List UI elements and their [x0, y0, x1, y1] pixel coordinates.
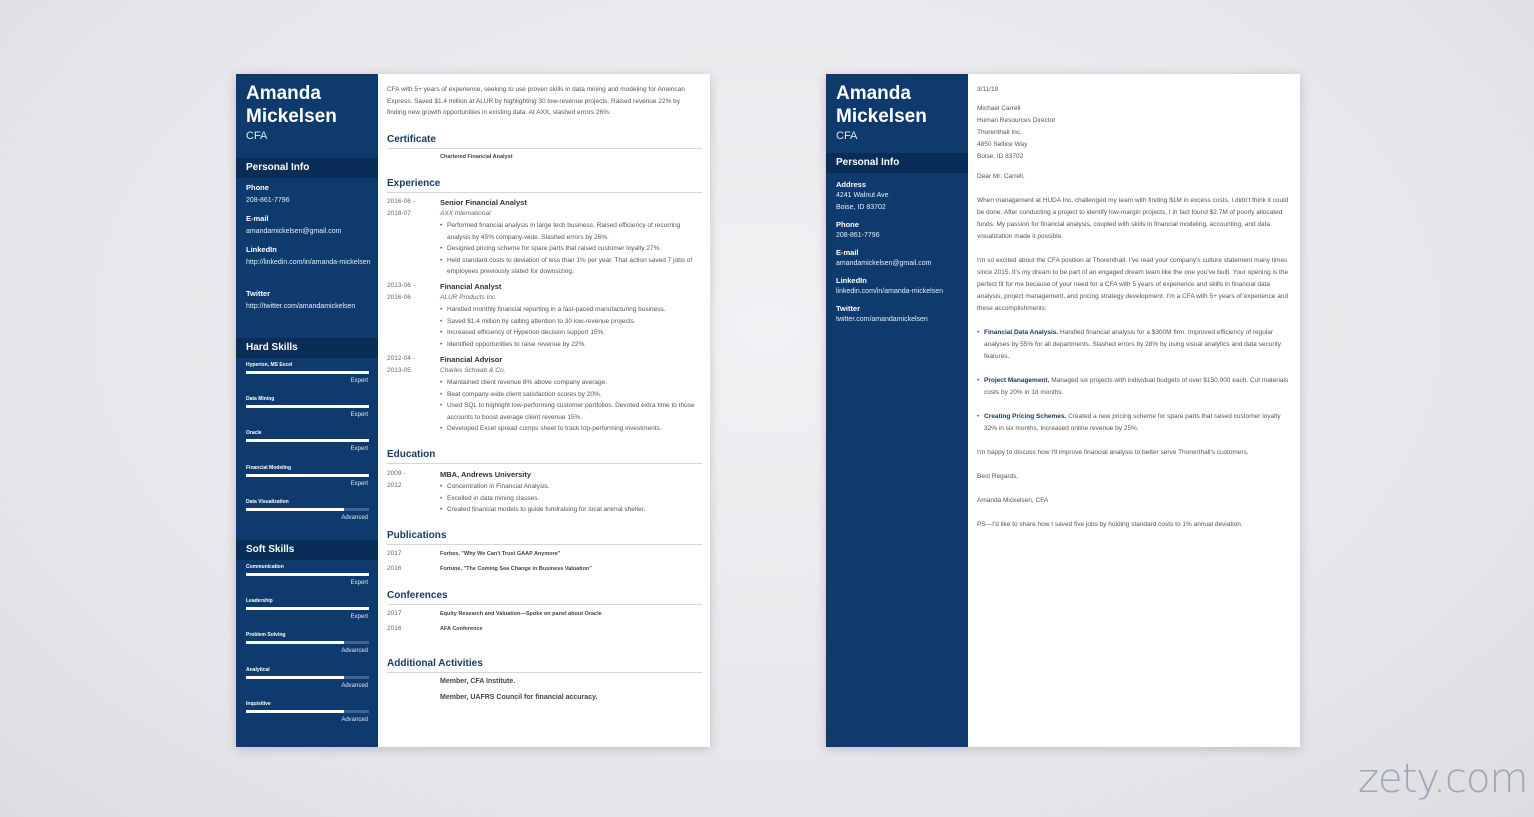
job-role: Senior Financial Analyst	[440, 198, 527, 207]
education-heading: Education	[387, 449, 436, 460]
skill-name: Leadership	[246, 598, 273, 605]
letter-email-label: E-mail	[836, 248, 859, 257]
letter-paragraph: When management at HUDA Inc. challenged my team with finding $1M in excess costs, I didn't think it could be done. After conducting a project to identify low-margin projects, I in fact found $2.7M of poorly allocated funds. My passion for financial analysis, coupled with skills in financial modeling, accounting, and data visualization made it possible.	[977, 197, 1289, 240]
job-company: ALUR Products Inc.	[440, 294, 498, 301]
job-company: Charles Schwab & Co.	[440, 367, 506, 374]
divider	[387, 672, 702, 673]
letter-date: 3/11/19	[977, 86, 999, 93]
letter-linkedin-label: LinkedIn	[836, 276, 867, 285]
list-item: • Beat company-wide client satisfaction scores by 20%.	[440, 389, 698, 401]
skill-level-fill	[246, 508, 344, 511]
bullet-bold: Project Management.	[984, 377, 1050, 384]
job-date-start: 2013-06 -	[387, 282, 415, 289]
bullet-text: Created a new pricing scheme for spare parts that raised customer loyalty 32% in six months. Increased online revenue by 25%.	[984, 413, 1281, 432]
skill-level-bar	[246, 371, 369, 374]
skill-level-bar	[246, 573, 369, 576]
certificate-heading: Certificate	[387, 134, 436, 145]
skill-name: Hyperion, MS Excel	[246, 362, 293, 368]
list-item: • Increased efficiency of Hyperion decision support 15%.	[440, 327, 698, 339]
skill-level-bar	[246, 710, 369, 713]
letter-phone-value: 208-861-7796	[836, 232, 880, 239]
skill-name: Oracle	[246, 430, 262, 437]
skill-name: Communication	[246, 564, 284, 570]
divider	[387, 544, 702, 545]
divider	[387, 148, 702, 149]
skill-name: Problem Solving	[246, 632, 286, 639]
skill-name: Data Visualization	[246, 498, 289, 505]
list-item: • Used SQL to highlight low-performing customer portfolios. Devoted extra time to those accounts to boost average client revenue 15%.	[440, 400, 698, 423]
resume-summary: CFA with 5+ years of experience, seeking to use proven skills in data mining and modeling for American Express. Saved $1.4 million at ALUR by highlighting 30 low-revenue projects. Raised revenue 22% by finding new growth opportunities in existing data. At AXX, slashed errors 26%.	[387, 86, 685, 117]
hard-skills-heading: Hard Skills	[236, 338, 378, 358]
job-role: Financial Advisor	[440, 355, 503, 364]
resume-sidebar	[236, 74, 378, 747]
linkedin-value: http://linkedin.com/in/amanda-mickelsen	[246, 259, 371, 266]
address-label: Address	[836, 180, 867, 189]
letter-last-name: Mickelsen	[836, 106, 927, 127]
skill-name: Data Mining	[246, 396, 275, 403]
skill-level-fill	[246, 405, 369, 408]
job-role: Financial Analyst	[440, 282, 502, 291]
skill-level-label: Expert	[350, 614, 368, 621]
job-date-start: 2012-04 -	[387, 355, 415, 362]
letter-paragraph: I'm happy to discuss how I'll improve financial analysis to better serve Thorenthall's customers.	[977, 449, 1249, 456]
skill-level-fill	[246, 607, 369, 610]
skill-level-bar	[246, 508, 369, 511]
divider	[387, 463, 702, 464]
resume-last-name: Mickelsen	[246, 106, 337, 127]
cover-letter-page	[826, 74, 1300, 747]
skill-name: Inquisitive	[246, 700, 271, 707]
skill-level-label: Advanced	[341, 514, 368, 521]
soft-skills-heading: Soft Skills	[236, 540, 378, 560]
letter-twitter-label: Twitter	[836, 304, 861, 313]
skill-level-bar	[246, 676, 369, 679]
letter-closing: Best Regards,	[977, 473, 1019, 480]
activity-item: Member, CFA Institute.	[440, 678, 516, 685]
letter-bullet	[977, 375, 1293, 399]
personal-info-heading: Personal Info	[236, 158, 378, 178]
letter-personal-info-heading: Personal Info	[826, 153, 968, 173]
phone-value: 208-861-7796	[246, 197, 290, 204]
address-line1: 4241 Walnut Ave	[836, 192, 889, 199]
activity-item: Member, UAFRS Council for financial accuracy.	[440, 694, 598, 701]
skill-level-label: Advanced	[341, 716, 368, 723]
linkedin-label: LinkedIn	[246, 245, 277, 254]
skill-level-fill	[246, 371, 369, 374]
job-date-end: 2016-06	[387, 294, 411, 301]
recipient-city: Boise, ID 83702	[977, 153, 1024, 160]
letter-sidebar	[826, 74, 968, 747]
twitter-value: http://twitter.com/amandamickelsen	[246, 303, 356, 310]
letter-twitter-value: twitter.com/amandamickelsen	[836, 316, 928, 323]
job-date-end: 2013-05	[387, 367, 411, 374]
conference-year: 2017	[387, 610, 402, 617]
list-item: • Excelled in data mining classes.	[440, 493, 698, 505]
recipient-title: Human Resources Director	[977, 117, 1056, 124]
activities-heading: Additional Activities	[387, 658, 483, 669]
twitter-label: Twitter	[246, 289, 271, 298]
publication-title: Forbes, "Why We Can't Trust GAAP Anymore"	[440, 551, 561, 557]
publication-year: 2017	[387, 550, 402, 557]
phone-label: Phone	[246, 183, 269, 192]
skill-level-bar	[246, 641, 369, 644]
list-item: • Held standard costs to deviation of less than 1% per year. That action saved 7 jobs of employees previously slated for downsizing.	[440, 255, 698, 278]
resume-first-name: Amanda	[246, 83, 321, 104]
skill-level-bar	[246, 439, 369, 442]
edu-degree: MBA, Andrews University	[440, 470, 531, 479]
resume-main	[378, 74, 710, 747]
skill-level-fill	[246, 710, 344, 713]
letter-name	[836, 82, 927, 128]
job-date-start: 2016-06 -	[387, 198, 415, 205]
recipient-company: Thorenthall Inc.	[977, 129, 1022, 136]
skill-level-bar	[246, 474, 369, 477]
skill-level-fill	[246, 474, 369, 477]
skill-level-label: Expert	[350, 580, 368, 586]
list-item: • Saved $1.4 million by calling attention to 30 low-revenue projects.	[440, 316, 698, 328]
publication-title: Fortune, "The Coming Sea Change in Business Valuation"	[440, 566, 592, 572]
edu-bullets	[440, 481, 698, 516]
list-item: • Created financial models to guide fundraising for local animal shelter.	[440, 504, 698, 516]
list-item: • Maintained client revenue 8% above company average.	[440, 377, 698, 389]
letter-title: CFA	[836, 130, 858, 142]
skill-name: Analytical	[246, 666, 270, 673]
skill-level-fill	[246, 573, 369, 576]
job-company: AXX International	[440, 210, 491, 217]
recipient-name: Michael Carrell	[977, 105, 1021, 112]
conferences-heading: Conferences	[387, 590, 448, 601]
divider	[387, 604, 702, 605]
list-item: • Identified opportunities to raise revenue by 22%.	[440, 339, 698, 351]
letter-greeting: Dear Mr. Carrell,	[977, 173, 1025, 180]
list-item: • Handled monthly financial reporting in a fast-paced manufacturing business.	[440, 304, 698, 316]
skill-name: Financial Modeling	[246, 464, 292, 471]
email-value: amandamickelsen@gmail.com	[246, 228, 342, 235]
resume-name	[246, 82, 337, 128]
certificate-item: Chartered Financial Analyst	[440, 154, 513, 160]
letter-ps: PS—I'd like to share how I saved five jobs by holding standard costs to 1% annual deviation.	[977, 521, 1243, 528]
job-date-end: 2018-07	[387, 210, 411, 217]
recipient-street: 4850 Seltice Way	[977, 141, 1028, 148]
letter-linkedin-value: linkedin.com/in/amanda-mickelsen	[836, 288, 943, 295]
letter-paragraph: I'm so excited about the CFA position at Thorenthall. I've read your company's culture statement many times since 2015. It's my dream to be part of an engaged dream team like the one you've built. Your opening is the perfect fit for me because of your need for a CFA with 5 years of experience and skills in financial data analysis, project management, and pricing strategy development. I'm a CFA with 5+ years of experience and these accomplishments:	[977, 257, 1289, 312]
publication-year: 2016	[387, 565, 402, 572]
skill-level-label: Advanced	[341, 648, 368, 655]
skill-level-fill	[246, 676, 344, 679]
letter-phone-label: Phone	[836, 220, 859, 229]
resume-title: CFA	[246, 130, 268, 142]
bullet-text: Managed six projects with individual budgets of over $150,000 each. Cut materials costs by 20% in 18 months.	[984, 377, 1289, 396]
list-item: • Developed Excel spread comps sheet to track top-performing investments.	[440, 423, 698, 435]
divider	[387, 192, 702, 193]
letter-bullet	[977, 327, 1293, 363]
list-item: • Performed financial analysis in large tech business. Raised efficiency of recurring analysis by 45% company-wide. Slashed errors by 26%.	[440, 220, 698, 243]
conference-year: 2016	[387, 625, 402, 632]
publications-heading: Publications	[387, 530, 447, 541]
letter-email-value: amandamickelsen@gmail.com	[836, 260, 932, 267]
resume-page	[236, 74, 710, 747]
skill-level-label: Expert	[350, 480, 368, 487]
experience-heading: Experience	[387, 178, 441, 189]
bullet-text: Handled financial analysis for a $300M firm. Improved efficiency of regular analyses by 55% for all departments. Slashed errors by 28% by using visual analytics and data security features.	[984, 329, 1281, 360]
skill-level-fill	[246, 641, 344, 644]
list-item: • Designed pricing scheme for spare parts that raised customer loyalty 27%.	[440, 243, 698, 255]
conference-title: AFA Conference	[440, 626, 483, 632]
skill-level-bar	[246, 607, 369, 610]
skill-level-fill	[246, 439, 369, 442]
job-bullets	[440, 220, 698, 278]
list-item: • Concentration in Financial Analysis.	[440, 481, 698, 493]
bullet-bold: Creating Pricing Schemes.	[984, 413, 1067, 420]
skill-level-label: Expert	[350, 378, 368, 384]
edu-date-start: 2009 -	[387, 470, 406, 477]
skill-level-bar	[246, 405, 369, 408]
skill-level-label: Expert	[350, 412, 368, 419]
job-bullets	[440, 377, 698, 435]
edu-date-end: 2012	[387, 482, 402, 489]
letter-signature: Amanda Mickelsen, CFA	[977, 497, 1049, 504]
job-bullets	[440, 304, 698, 350]
conference-title: Equity Research and Valuation—Spoke on panel about Oracle	[440, 611, 602, 617]
skill-level-label: Expert	[350, 446, 368, 453]
letter-bullet	[977, 411, 1293, 435]
zety-logo: zety.com	[1358, 756, 1528, 802]
letter-first-name: Amanda	[836, 83, 911, 104]
bullet-bold: Financial Data Analysis.	[984, 329, 1059, 336]
address-line2: Boise, ID 83702	[836, 204, 886, 211]
email-label: E-mail	[246, 214, 269, 223]
skill-level-label: Advanced	[341, 682, 368, 689]
